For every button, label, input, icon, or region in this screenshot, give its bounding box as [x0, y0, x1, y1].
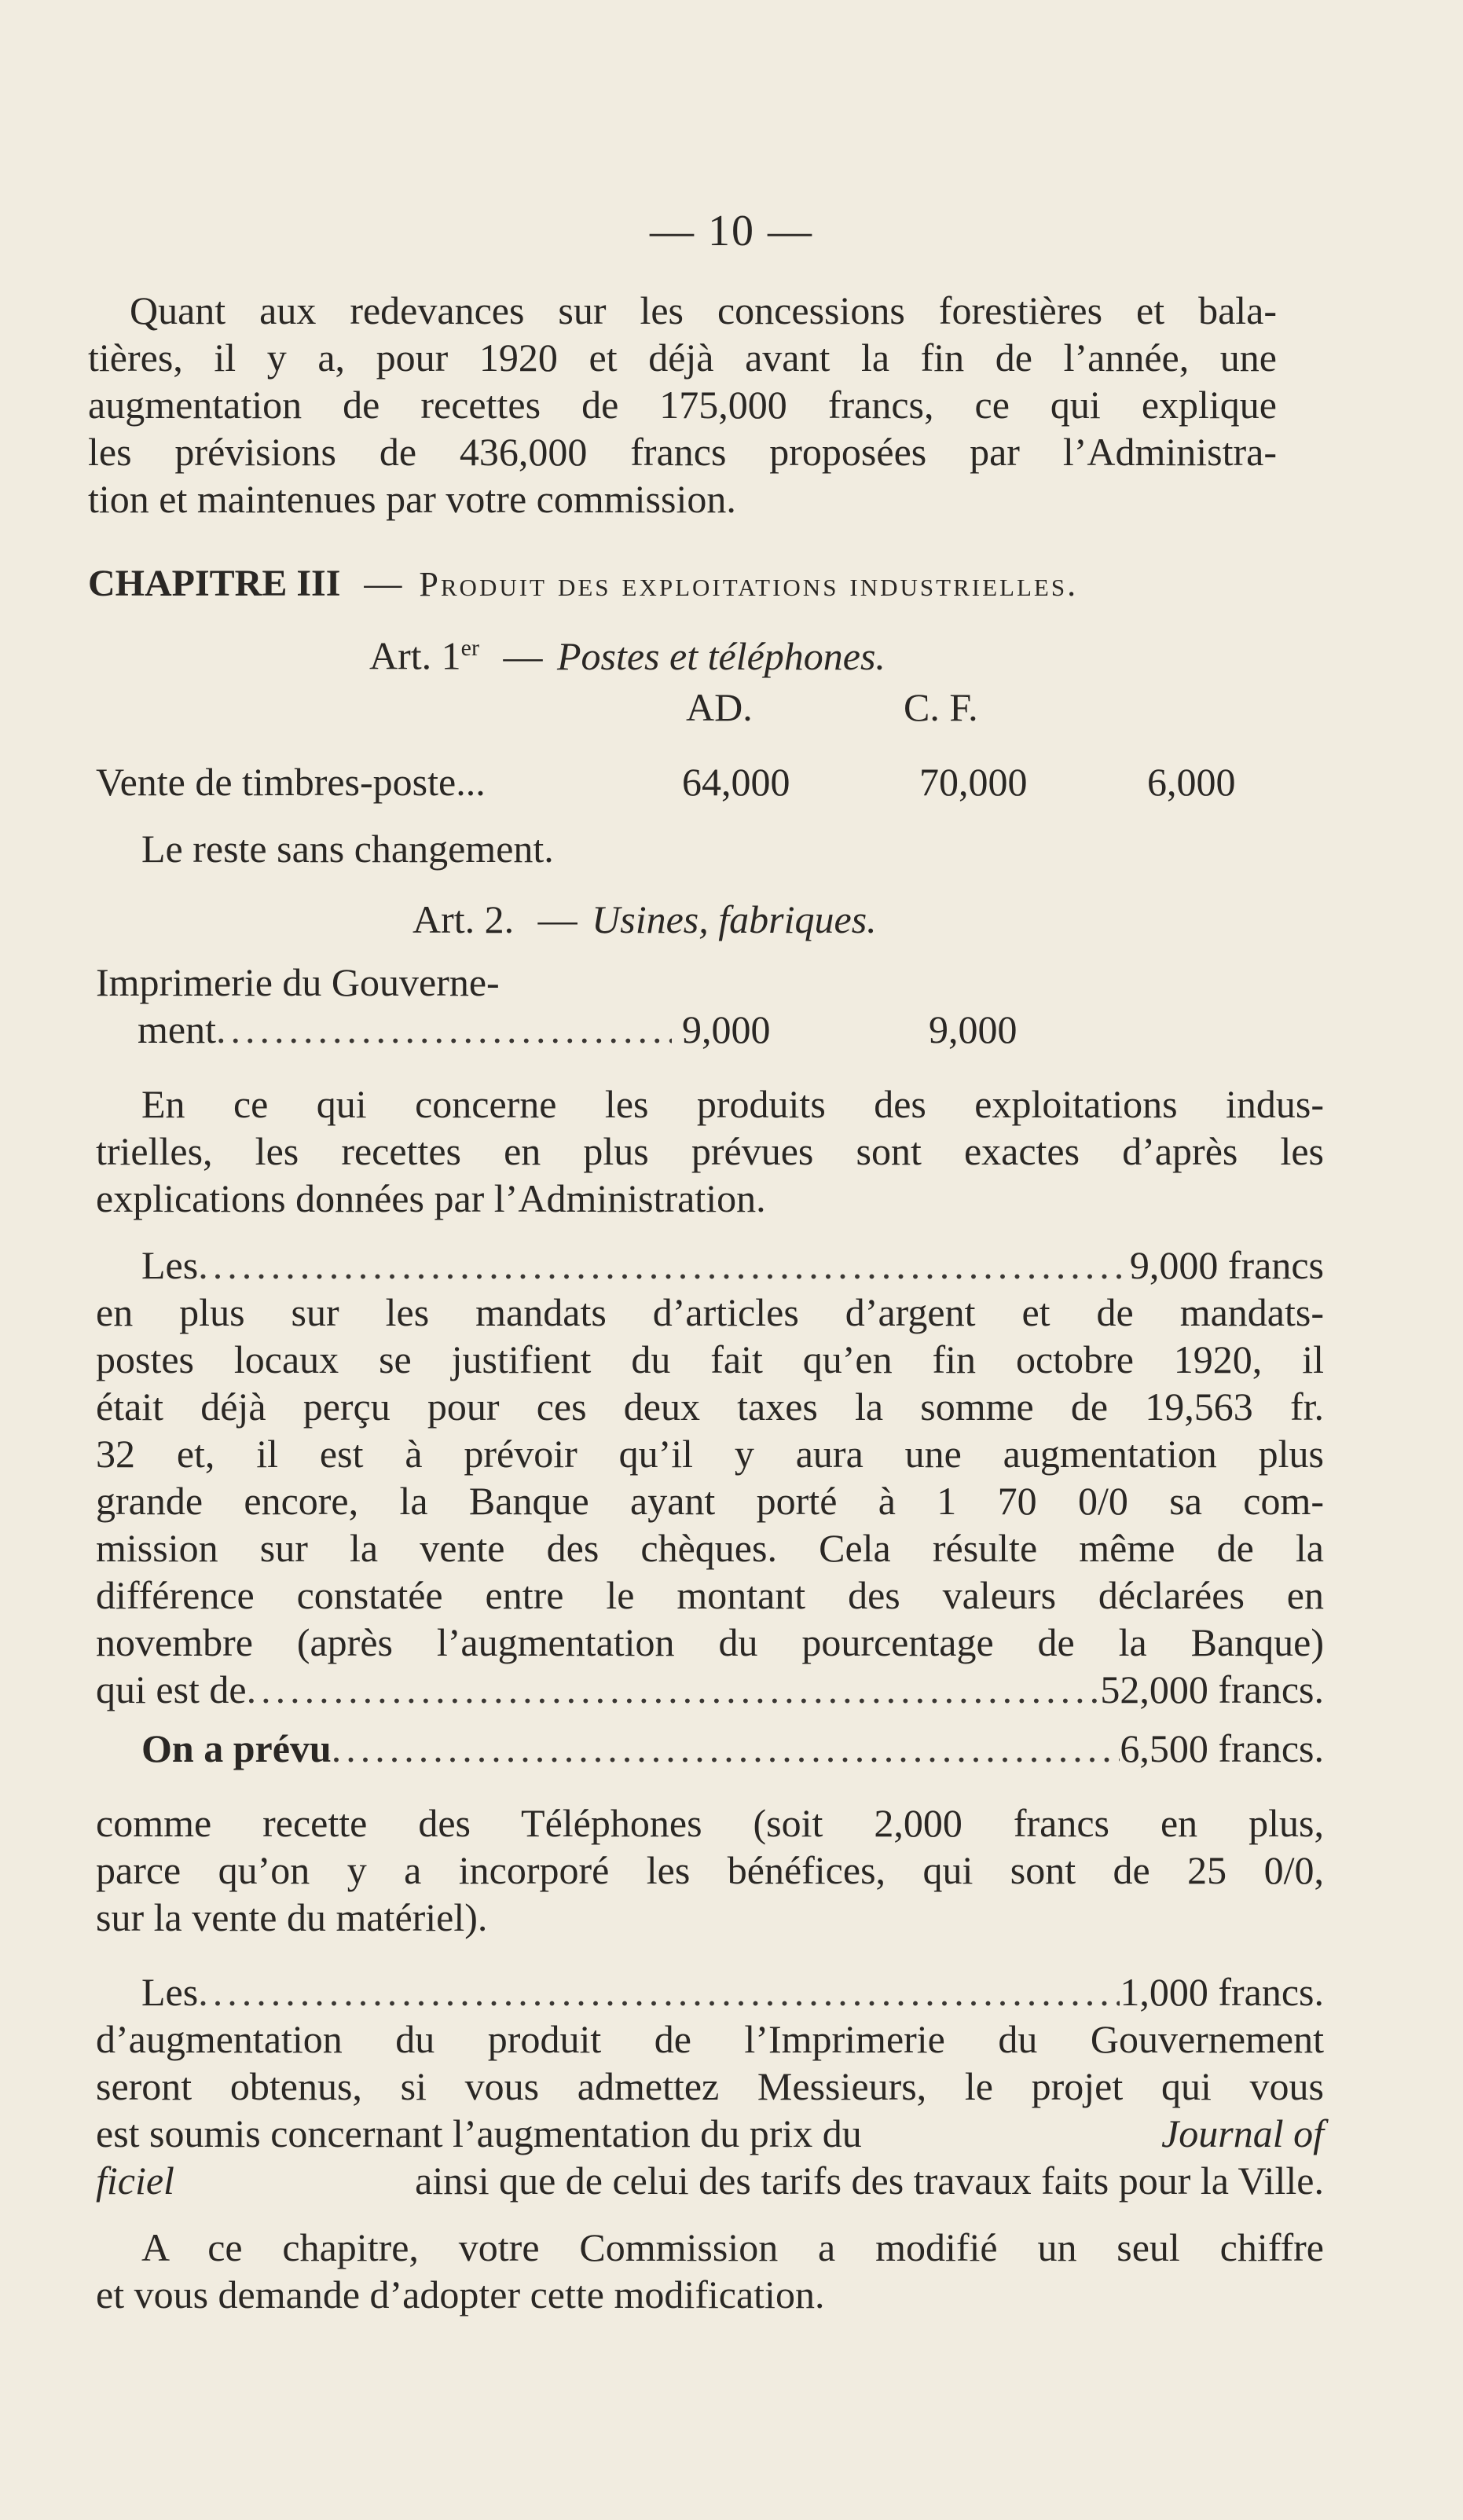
text-line: explications données par l’Administration. [96, 1176, 766, 1220]
leader-value: 6,500 francs. [1120, 1726, 1324, 1770]
text-line: les prévisions de 436,000 francs proposées par l’Administra- [88, 430, 1277, 474]
text-line: En ce qui concerne les produits des exploitations indus- [141, 1082, 1324, 1126]
column-header-cf: C. F. [904, 685, 978, 729]
text-line: comme recette des Téléphones (soit 2,000 francs en plus, [96, 1801, 1324, 1845]
chapter-dash: — [364, 563, 402, 604]
row-ad-value: 9,000 [682, 1007, 771, 1051]
text-line: mission sur la vente des chèques. Cela résulte même de la [96, 1526, 1324, 1570]
article-sup: er [460, 635, 479, 661]
journal-title: ficiel [96, 2159, 174, 2203]
text-line: A ce chapitre, votre Commission a modifié un seul chiffre [141, 2225, 1324, 2269]
leader-line-6500 [141, 1725, 1324, 1772]
text-line: différence constatée entre le montant des valeurs déclarées en [96, 1573, 1324, 1617]
leader-line-52000 [96, 1666, 1324, 1713]
chapter-heading [88, 560, 1078, 608]
dot-leader [247, 1666, 1101, 1713]
page-number: — 10 — [650, 207, 813, 255]
leader-value: 52,000 francs. [1100, 1667, 1324, 1711]
text-line: tion et maintenues par votre commission. [88, 477, 736, 521]
leader-value: 1,000 francs. [1120, 1970, 1324, 2014]
leader-label: On a prévu [141, 1726, 332, 1770]
dot-leader [332, 1725, 1120, 1772]
leader-value: 9,000 francs [1129, 1243, 1324, 1287]
dot-leader [198, 1242, 1130, 1289]
text-line: seront obtenus, si vous admettez Messieurs, le projet qui vous [96, 2064, 1324, 2108]
article-dash: — [537, 897, 578, 941]
dot-leader [198, 1968, 1120, 2016]
text-line: parce qu’on y a incorporé les bénéfices, qui sont de 25 0/0, [96, 1848, 1324, 1892]
article-title: Usines, fabriques. [592, 897, 877, 941]
row-cf-value: 70,000 [919, 760, 1028, 804]
text-segment: est soumis concernant l’augmentation du prix du [96, 2111, 862, 2155]
text-line [96, 2110, 1324, 2157]
article-label: Art. 2. [412, 897, 515, 941]
text-segment: ainsi que de celui des tarifs des travaux faits pour la Ville. [415, 2159, 1324, 2203]
text-line: grande encore, la Banque ayant porté à 1 70 0/0 sa com- [96, 1479, 1324, 1523]
article-title: Postes et téléphones. [556, 633, 886, 678]
leader-label: Les [141, 1243, 199, 1287]
leader-label: qui est de [96, 1667, 247, 1711]
text-line: tières, il y a, pour 1920 et déjà avant la fin de l’année, une [88, 336, 1277, 380]
text-line [96, 2157, 1324, 2204]
leader-line-1000 [141, 1968, 1324, 2016]
text-line: sur la vente du matériel). [96, 1895, 488, 1939]
text-line: 32 et, il est à prévoir qu’il y aura une augmentation plus [96, 1432, 1324, 1476]
text-line: d’augmentation du produit de l’Imprimerie du Gouvernement [96, 2017, 1324, 2061]
text-line: Quant aux redevances sur les concessions forestières et bala- [130, 288, 1277, 332]
column-header-ad: AD. [686, 685, 753, 729]
article-2-heading [412, 896, 877, 943]
article-dash: — [503, 633, 543, 678]
text-line: et vous demande d’adopter cette modification. [96, 2272, 825, 2316]
text-line: trielles, les recettes en plus prévues sont exactes d’après les [96, 1129, 1324, 1173]
row-cf-value: 9,000 [929, 1007, 1018, 1051]
text-line: postes locaux se justifient du fait qu’en fin octobre 1920, il [96, 1337, 1324, 1381]
chapter-label: CHAPITRE III [88, 563, 341, 604]
row-label-leader [138, 1006, 672, 1053]
row-label: Imprimerie du Gouverne- [96, 960, 500, 1004]
leader-line-9000 [141, 1242, 1324, 1289]
text-line: en plus sur les mandats d’articles d’argent et de mandats- [96, 1290, 1324, 1334]
row-label: Vente de timbres-poste... [96, 760, 486, 804]
dot-leader [216, 1006, 672, 1053]
text-line: novembre (après l’augmentation du pourcentage de la Banque) [96, 1620, 1324, 1664]
row-ad-value: 64,000 [682, 760, 790, 804]
text-line: était déjà perçu pour ces deux taxes la somme de 19,563 fr. [96, 1385, 1324, 1429]
leader-label: Les [141, 1970, 199, 2014]
text-line: augmentation de recettes de 175,000 francs, ce qui explique [88, 383, 1277, 427]
row-diff-value: 6,000 [1147, 760, 1236, 804]
row-label: ment [138, 1007, 216, 1051]
chapter-title: Produit des exploitations industrielles. [419, 565, 1079, 603]
reste-line: Le reste sans changement. [141, 827, 554, 871]
article-label: Art. 1 [369, 633, 461, 678]
article-1-heading [369, 625, 886, 680]
journal-title: Journal of [1161, 2111, 1324, 2155]
